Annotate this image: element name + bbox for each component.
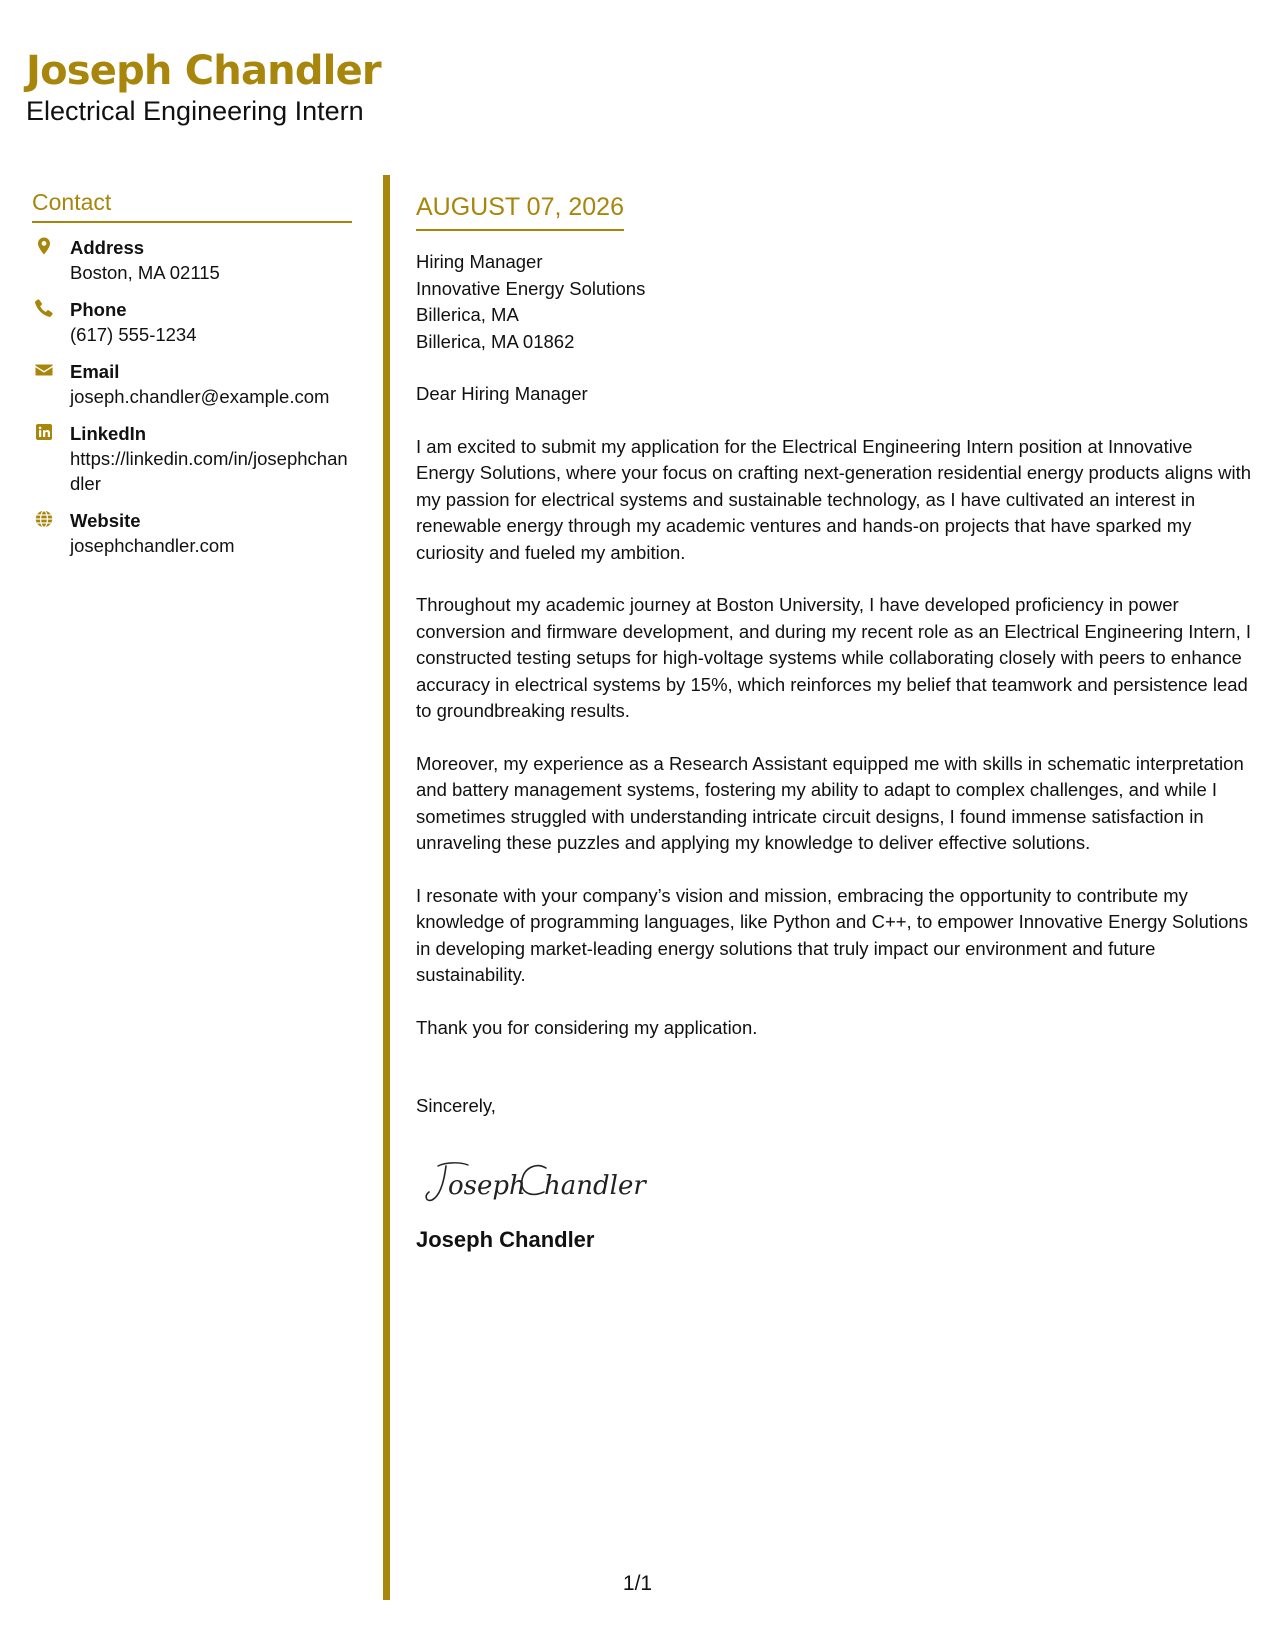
linkedin-icon — [34, 422, 54, 442]
body-paragraph: Moreover, my experience as a Research Assistant equipped me with skills in schematic interpretation and battery management systems, fostering my ability to adapt to complex challenges, and while I sometimes struggled with understanding intricate circuit designs, I found immense satisfaction in unraveling these puzzles and applying my knowledge to deliver effective solutions. — [416, 752, 1244, 853]
contact-sidebar — [32, 188, 352, 570]
contact-item-website — [32, 508, 352, 558]
recipient-line: Billerica, MA 01862 — [416, 330, 575, 352]
recipient-block — [416, 249, 1256, 355]
signed-name: Joseph Chandler — [416, 1226, 595, 1252]
contact-label-email: Email — [70, 361, 120, 382]
body-paragraph: Thank you for considering my application. — [416, 1016, 758, 1038]
body-paragraph: I resonate with your company’s vision and mission, embracing the opportunity to contribute my knowledge of programming languages, like Python and C++, to empower Innovative Energy Solutions in developing market-leading energy solutions that truly impact our environment and future sustainability. — [416, 884, 1248, 985]
globe-icon — [34, 509, 54, 529]
applicant-name: Joseph Chandler — [26, 48, 381, 94]
contact-item-phone — [32, 297, 352, 347]
letter-date: AUGUST 07, 2026 — [416, 191, 624, 231]
svg-text:oseph: oseph — [448, 1170, 526, 1201]
map-pin-icon — [34, 236, 54, 256]
envelope-icon — [34, 360, 54, 380]
phone-icon — [34, 298, 54, 318]
vertical-divider — [383, 175, 390, 1600]
contact-value-address: Boston, MA 02115 — [70, 262, 220, 283]
contact-label-phone: Phone — [70, 299, 127, 320]
salutation: Dear Hiring Manager — [416, 383, 588, 404]
page-number: 1/1 — [622, 1572, 653, 1595]
contact-list — [32, 235, 352, 558]
recipient-line: Innovative Energy Solutions — [416, 277, 646, 299]
contact-label-website: Website — [70, 510, 141, 531]
contact-item-linkedin — [32, 421, 352, 496]
contact-label-linkedin: LinkedIn — [70, 423, 147, 444]
letter-body — [416, 191, 1256, 1254]
recipient-line: Billerica, MA — [416, 304, 519, 325]
contact-value-website[interactable]: josephchandler.com — [70, 535, 235, 556]
body-paragraph: I am excited to submit my application for the Electrical Engineering Intern position at Innovative Energy Solutions, where your focus on crafting next-generation residential energy products aligns with my passion for electrical systems and sustainable technology, as I have cultivated an interest in renewable energy through my academic ventures and hands-on projects that have sparked my curiosity and fueled my ambition. — [416, 435, 1252, 563]
contact-item-email — [32, 359, 352, 409]
contact-value-email[interactable]: joseph.chandler@example.com — [70, 386, 330, 407]
contact-value-phone: (617) 555-1234 — [70, 324, 197, 345]
applicant-title: Electrical Engineering Intern — [26, 96, 364, 126]
handwritten-signature — [420, 1154, 680, 1214]
contact-value-linkedin[interactable]: https://linkedin.com/in/josephchandler — [70, 448, 348, 494]
contact-label-address: Address — [70, 237, 145, 258]
recipient-line: Hiring Manager — [416, 251, 543, 272]
body-paragraph: Throughout my academic journey at Boston University, I have developed proficiency in power conversion and firmware development, and during my recent role as an Electrical Engineering Intern, I constructed testing setups for high-voltage systems while collaborating closely with peers to enhance accuracy in electrical systems by 15%, which reinforces my belief that teamwork and persistence lead to groundbreaking results. — [416, 594, 1251, 721]
contact-heading: Contact — [32, 188, 352, 223]
resume-header — [26, 48, 381, 127]
closing: Sincerely, — [416, 1095, 496, 1116]
contact-item-address — [32, 235, 352, 285]
svg-text:handler: handler — [544, 1170, 646, 1201]
